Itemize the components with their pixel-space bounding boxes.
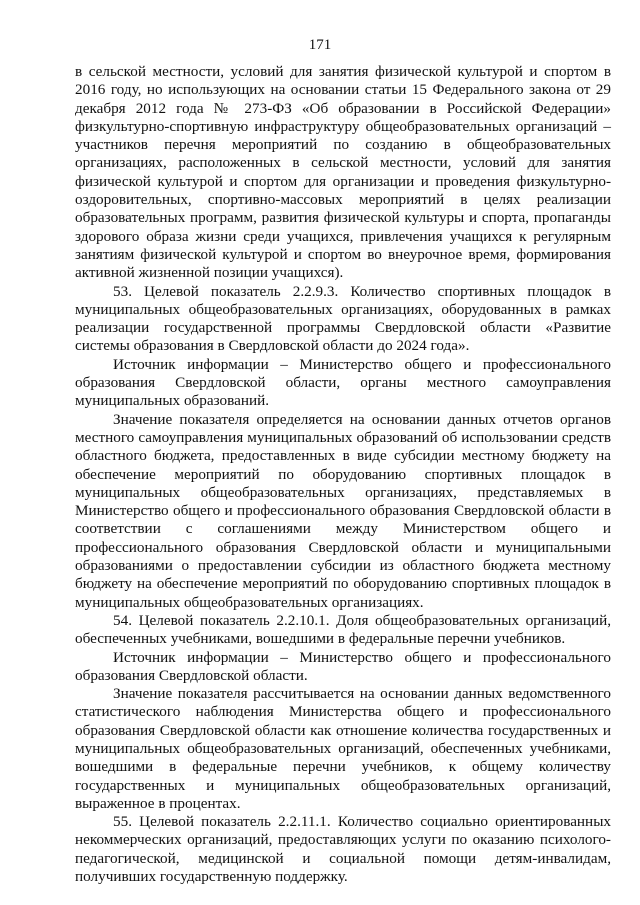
paragraph-indicator-54: 54. Целевой показатель 2.2.10.1. Доля общеобразовательных организаций, обеспеченных учебниками, вошедшими в федеральные перечни учебников. bbox=[75, 611, 611, 648]
paragraph-indicator-55: 55. Целевой показатель 2.2.11.1. Количество социально ориентированных некоммерческих организаций, предоставляющих услуги по оказанию психолого-педагогической, медицинской и социальной помощи детям-инвалидам, получивших государственную поддержку. bbox=[75, 813, 611, 886]
paragraph-indicator-53: 53. Целевой показатель 2.2.9.3. Количество спортивных площадок в муниципальных общеобразовательных организациях, оборудованных в рамках реализации государственной программы Свердловской области «Развитие системы образования в Свердловской области до 2024 года». bbox=[75, 282, 611, 355]
page-number: 171 bbox=[308, 37, 332, 53]
paragraph-value-53: Значение показателя определяется на основании данных отчетов органов местного самоуправления муниципальных образований об использовании средств областного бюджета, предоставленных в виде субсидии местному бюджету на обеспечение мероприятий по оборудованию спортивных площадок в муниципальных общеобразовательных организациях, представляемых в Министерство общего и профессионального образования Свердловской области в соответствии с соглашениями между Министерством общего и профессионального образования Свердловской области и муниципальными образованиями о предоставлении субсидии из областного бюджета местному бюджету на обеспечение мероприятий по оборудованию спортивных площадок в муниципальных общеобразовательных организациях. bbox=[75, 410, 611, 611]
paragraph-source-54: Источник информации – Министерство общего и профессионального образования Свердловской области. bbox=[75, 648, 611, 684]
paragraph-continuation: в сельской местности, условий для занятия физической культурой и спортом в 2016 году, но использующих на основании статьи 15 Федерального закона от 29 декабря 2012 года № 273-ФЗ «Об образовании в Российской Федерации» физкультурно-спортивную инфраструктуру общеобразовательных организаций – участников перечня мероприятий по созданию в общеобразовательных организациях, расположенных в сельской местности, условий для занятия физической культурой и спортом для организации и проведения физкультурно-оздоровительных, спортивно-массовых мероприятий в целях реализации образовательных программ, развития физической культуры и спорта, пропаганды здорового образа жизни среди учащихся, привлечения учащихся к регулярным занятиям физической культурой и спортом во внеурочное время, формирования активной жизненной позиции учащихся). bbox=[75, 63, 611, 282]
paragraph-value-54: Значение показателя рассчитывается на основании данных ведомственного статистического наблюдения Министерства общего и профессионального образования Свердловской области как отношение количества государственных и муниципальных общеобразовательных организаций, обеспеченных учебниками, вошедшими в федеральные перечни учебников, к общему количеству государственных и муниципальных общеобразовательных организаций, выраженное в процентах. bbox=[75, 685, 611, 812]
document-body bbox=[75, 63, 611, 886]
paragraph-source-53: Источник информации – Министерство общего и профессионального образования Свердловской области, органы местного самоуправления муниципальных образований. bbox=[75, 355, 611, 410]
